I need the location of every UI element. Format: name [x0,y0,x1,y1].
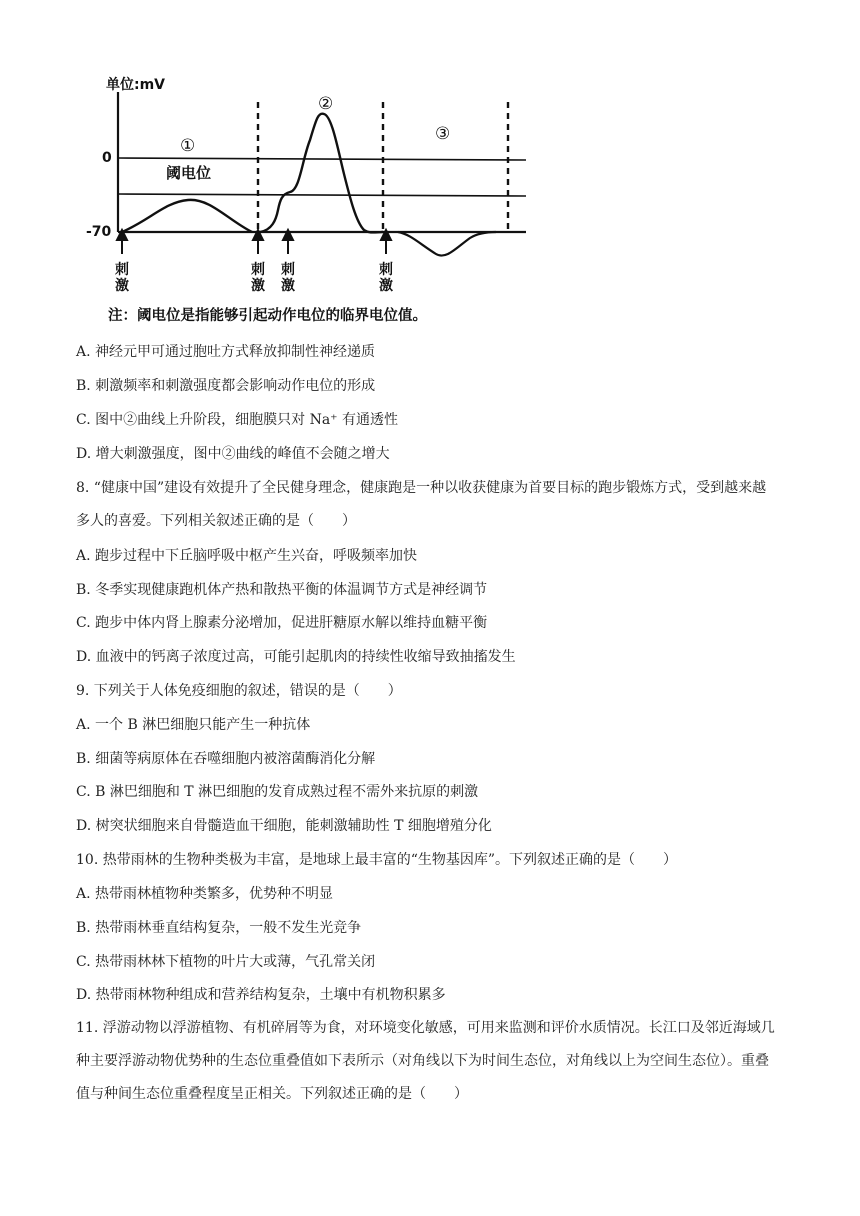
q10-option-c: C. 热带雨林林下植物的叶片大或薄，气孔常关闭 [76,954,376,970]
threshold-line [118,194,526,196]
y-minus70-label: -70 [86,224,112,240]
q8-option-b: B. 冬季实现健康跑机体产热和散热平衡的体温调节方式是神经调节 [76,582,488,598]
threshold-label: 阈电位 [166,164,212,182]
q10-option-b: B. 热带雨林垂直结构复杂，一般不发生光竞争 [76,920,362,936]
q8-option-d: D. 血液中的钙离子浓度过高，可能引起肌肉的持续性收缩导致抽搐发生 [76,649,516,665]
circle-label-1: ① [180,136,196,156]
unit-label: 单位:mV [106,77,166,93]
curve-1 [122,200,252,232]
q8-option-a: A. 跑步过程中下丘脑呼吸中枢产生兴奋，呼吸频率加快 [76,548,418,564]
q7-option-c: C. 图中②曲线上升阶段，细胞膜只对 Na⁺ 有通透性 [76,412,398,428]
q7-option-b: B. 刺激频率和刺激强度都会影响动作电位的形成 [76,378,376,394]
stimulus-label-3: 刺激 [281,262,295,294]
q8-option-c: C. 跑步中体内肾上腺素分泌增加，促进肝糖原水解以维持血糖平衡 [76,615,488,631]
zero-line [118,158,526,160]
q7-option-a: A. 神经元甲可通过胞吐方式释放抑制性神经递质 [76,344,376,360]
q9-option-d: D. 树突状细胞来自骨髓造血干细胞，能刺激辅助性 T 细胞增殖分化 [76,818,492,834]
stimulus-arrows [117,230,391,254]
circle-label-3: ③ [435,124,451,144]
q10-option-d: D. 热带雨林物种组成和营养结构复杂，土壤中有机物积累多 [76,987,446,1003]
q7-option-d: D. 增大刺激强度，图中②曲线的峰值不会随之增大 [76,446,390,462]
circle-label-2: ② [318,94,334,114]
curve-3 [398,232,496,256]
stimulus-label-4: 刺激 [379,262,393,294]
figure-note: 注：阈电位是指能够引起动作电位的临界电位值。 [108,308,427,324]
membrane-potential-figure [80,70,550,330]
q9-option-b: B. 细菌等病原体在吞噬细胞内被溶菌酶消化分解 [76,751,376,767]
y-zero-label: 0 [102,150,112,166]
q10-stem: 10. 热带雨林的生物种类极为丰富，是地球上最丰富的“生物基因库”。下列叙述正确的是（ ） [76,852,678,868]
q9-stem: 9. 下列关于人体免疫细胞的叙述，错误的是（ ） [76,683,402,699]
q10-option-a: A. 热带雨林植物种类繁多，优势种不明显 [76,886,334,902]
q8-stem: 8. “健康中国”建设有效提升了全民健身理念，健康跑是一种以收获健康为首要目标的跑步锻炼方式，受到越来越多人的喜爱。下列相关叙述正确的是（ ） [76,480,767,529]
q11-stem: 11. 浮游动物以浮游植物、有机碎屑等为食，对环境变化敏感，可用来监测和评价水质情况。长江口及邻近海域几种主要浮游动物优势种的生态位重叠值如下表所示（对角线以下为时间生态位，对角线以上为空间生态位）。重叠值与种间生态位重叠程度呈正相关。下列叙述正确的是（ ） [76,1020,775,1102]
stimulus-label-1: 刺激 [115,262,129,294]
q9-option-a: A. 一个 B 淋巴细胞只能产生一种抗体 [76,717,311,733]
q9-option-c: C. B 淋巴细胞和 T 淋巴细胞的发育成熟过程不需外来抗原的刺激 [76,784,479,800]
potential-graph [80,70,550,310]
stimulus-label-2: 刺激 [251,262,265,294]
curve-2 [260,114,383,233]
